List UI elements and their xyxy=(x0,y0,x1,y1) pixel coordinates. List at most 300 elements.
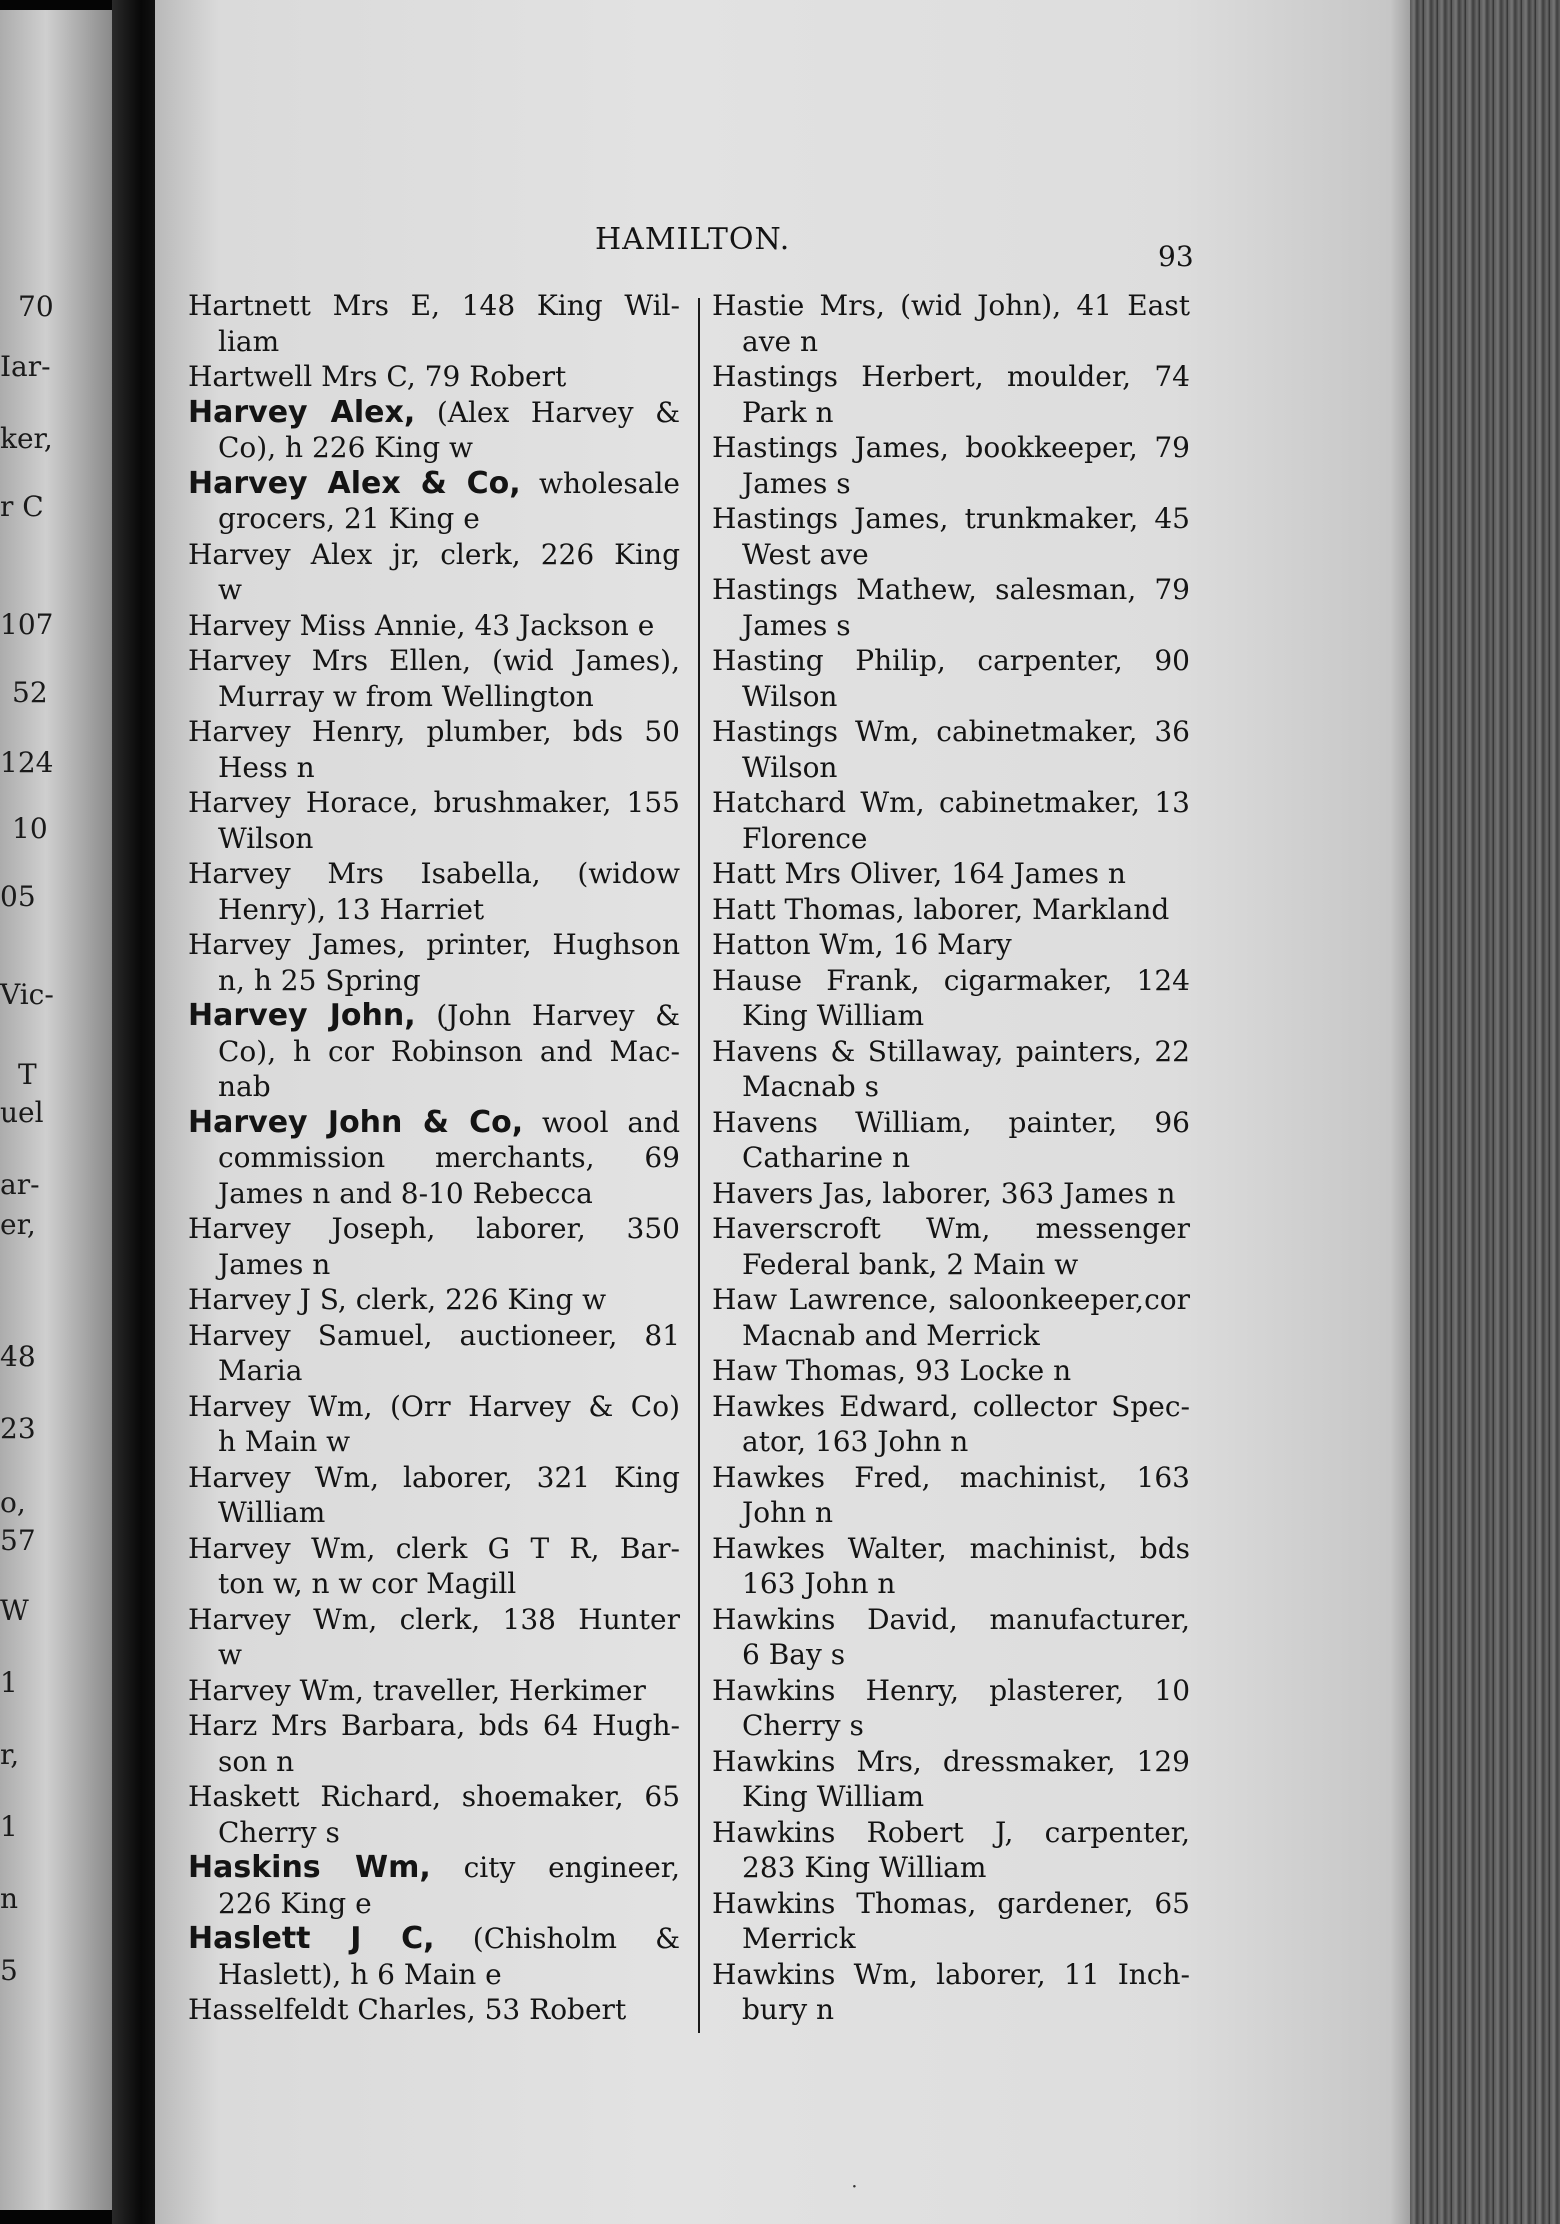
entry-first-line xyxy=(188,714,680,750)
entry-continuation-line xyxy=(712,466,1190,502)
directory-entry xyxy=(188,395,680,466)
entry-text: King William xyxy=(742,999,925,1032)
entry-continuation-line xyxy=(712,1992,1190,2028)
entry-text: Herbert, moulder, 74 xyxy=(861,360,1190,393)
entry-text: Catharine n xyxy=(742,1141,910,1174)
entry-continuation-line xyxy=(712,537,1190,573)
entry-name: Hartnett xyxy=(188,289,311,322)
directory-entry xyxy=(188,856,680,927)
entry-continuation-line xyxy=(188,1424,680,1460)
entry-text: Walter, machinist, bds xyxy=(847,1531,1190,1565)
entry-text: Wm, cabinetmaker, 36 xyxy=(855,715,1190,748)
entry-text: Wilson xyxy=(742,679,838,713)
entry-text: Murray w from Wellington xyxy=(218,679,594,713)
entry-first-line xyxy=(188,1105,680,1141)
entry-continuation-line xyxy=(712,750,1190,786)
entry-text: bury n xyxy=(742,1993,835,2026)
entry-first-line xyxy=(712,359,1190,395)
entry-text: Thomas, gardener, 65 xyxy=(856,1886,1190,1920)
entry-text: Co), h 226 King w xyxy=(218,431,473,464)
directory-entry xyxy=(188,927,680,998)
entry-first-line xyxy=(188,1850,680,1886)
directory-entry xyxy=(188,785,680,856)
entry-text: Wm, traveller, Herkimer xyxy=(299,1673,646,1707)
entry-continuation-line xyxy=(188,1815,680,1851)
directory-entry xyxy=(188,1992,680,2028)
entry-continuation-line xyxy=(188,963,680,999)
entry-text: James s xyxy=(742,466,851,500)
margin-fragment: Vic- xyxy=(0,978,54,1011)
entry-continuation-line xyxy=(188,430,680,466)
entry-text: Wilson xyxy=(742,750,838,784)
entry-name: Hatchard xyxy=(712,786,847,819)
entry-continuation-line xyxy=(712,1247,1190,1283)
entry-name: Hasselfeldt xyxy=(188,1993,349,2026)
entry-name: Hatt xyxy=(712,857,776,890)
entry-text: Hess n xyxy=(218,750,315,784)
entry-first-line xyxy=(188,1318,680,1354)
entry-text: Horace, brushmaker, 155 xyxy=(305,786,680,819)
entry-name: Haw xyxy=(712,1354,778,1387)
entry-text: Miss Annie, 43 Jackson e xyxy=(299,608,655,642)
entry-text: Alex jr, clerk, 226 King xyxy=(310,537,680,571)
entry-name: Havers xyxy=(712,1176,814,1210)
entry-text: Wm, messenger xyxy=(926,1212,1190,1245)
directory-entry xyxy=(712,1389,1190,1460)
entry-name: Hartwell xyxy=(188,360,313,393)
entry-continuation-line xyxy=(712,1424,1190,1460)
entry-name: Harvey xyxy=(188,857,291,890)
entry-first-line xyxy=(188,608,680,644)
entry-continuation-line xyxy=(188,821,680,857)
entry-text: Wm, 16 Mary xyxy=(819,928,1012,961)
directory-entry xyxy=(712,1353,1190,1389)
entry-name: Harvey xyxy=(188,1531,291,1565)
entry-text: Edward, collector Spec- xyxy=(839,1389,1191,1423)
entry-first-line xyxy=(188,643,680,679)
entry-continuation-line xyxy=(188,572,680,608)
entry-text: Lawrence, saloonkeeper,cor xyxy=(788,1283,1190,1316)
entry-text: h Main w xyxy=(218,1425,351,1458)
directory-entry xyxy=(188,608,680,644)
entry-text: ator, 163 John n xyxy=(742,1425,969,1458)
entry-text: Charles, 53 Robert xyxy=(357,1993,627,2026)
entry-text: Mrs Isabella, (widow xyxy=(327,857,680,890)
entry-text: 6 Bay s xyxy=(742,1638,846,1671)
entry-name: Harvey xyxy=(188,537,291,571)
entry-first-line xyxy=(712,1389,1190,1425)
entry-first-line xyxy=(188,856,680,892)
column-divider xyxy=(698,298,700,2033)
directory-entry xyxy=(712,359,1190,430)
entry-continuation-line xyxy=(712,1779,1190,1815)
entry-continuation-line xyxy=(712,998,1190,1034)
entry-first-line xyxy=(712,643,1190,679)
entry-text: n, h 25 Spring xyxy=(218,963,421,997)
entry-name: Harvey Alex, xyxy=(188,394,416,430)
entry-text: James, printer, Hughson xyxy=(311,928,681,961)
entry-first-line xyxy=(712,963,1190,999)
entry-text: Mrs Ellen, (wid James), xyxy=(311,644,681,677)
entry-text: Mrs E, 148 King Wil- xyxy=(332,289,681,322)
entry-text: Macnab and Merrick xyxy=(742,1318,1040,1352)
entry-first-line xyxy=(188,1992,680,2028)
directory-entry xyxy=(712,1531,1190,1602)
entry-continuation-line xyxy=(712,1850,1190,1886)
entry-first-line xyxy=(712,1353,1190,1389)
entry-name: Hastie xyxy=(712,289,805,322)
entry-first-line xyxy=(188,395,680,431)
right-column xyxy=(712,288,1190,2028)
entry-continuation-line xyxy=(188,892,680,928)
margin-fragment: ar- xyxy=(0,1168,40,1201)
entry-text: Mrs, dressmaker, 129 xyxy=(856,1744,1190,1778)
directory-entry xyxy=(712,501,1190,572)
margin-fragment: 10 xyxy=(12,812,48,845)
entry-first-line xyxy=(712,1282,1190,1318)
entry-text: King William xyxy=(742,1780,925,1813)
entry-continuation-line xyxy=(188,750,680,786)
entry-first-line xyxy=(188,359,680,395)
entry-first-line xyxy=(188,537,680,573)
entry-text: Robert J, carpenter, xyxy=(866,1815,1190,1849)
entry-continuation-line xyxy=(188,1247,680,1283)
entry-first-line xyxy=(712,1673,1190,1709)
entry-name: Hawkins xyxy=(712,1673,836,1707)
entry-first-line xyxy=(188,1921,680,1957)
entry-continuation-line xyxy=(712,679,1190,715)
entry-name: Haskett xyxy=(188,1780,300,1813)
entry-name: Harvey John & Co, xyxy=(188,1104,524,1140)
entry-name: Hawkes xyxy=(712,1531,825,1565)
entry-text: liam xyxy=(218,324,280,358)
entry-name: Hastings xyxy=(712,502,839,535)
entry-name: Hawkins xyxy=(712,1744,836,1778)
entry-name: Havens xyxy=(712,1105,818,1139)
entry-continuation-line xyxy=(188,1566,680,1602)
entry-first-line xyxy=(188,998,680,1034)
entry-text: Mrs, (wid John), 41 East xyxy=(819,289,1190,322)
entry-text: Thomas, laborer, Markland xyxy=(784,892,1170,926)
entry-text: Macnab s xyxy=(742,1070,879,1103)
entry-name: Hastings xyxy=(712,715,839,748)
entry-text: Cherry s xyxy=(742,1709,864,1742)
entry-text: Mrs C, 79 Robert xyxy=(321,360,567,393)
directory-entry xyxy=(188,1282,680,1318)
entry-name: Harz xyxy=(188,1709,258,1742)
margin-fragment: o, xyxy=(0,1486,26,1519)
directory-entry xyxy=(712,1815,1190,1886)
page-stack-edge xyxy=(1410,0,1560,2224)
entry-name: Hawkins xyxy=(712,1602,836,1636)
entry-name: Hatt xyxy=(712,892,776,926)
margin-fragment: r, xyxy=(0,1738,20,1771)
entry-text: (Chisholm & xyxy=(472,1922,680,1955)
entry-text: (John Harvey & xyxy=(436,999,681,1032)
entry-continuation-line xyxy=(188,1744,680,1780)
directory-entry xyxy=(188,359,680,395)
entry-text: Philip, carpenter, 90 xyxy=(855,644,1190,677)
entry-continuation-line xyxy=(712,1637,1190,1673)
entry-text: 163 John n xyxy=(742,1567,896,1600)
entry-first-line xyxy=(712,1460,1190,1496)
entry-first-line xyxy=(188,927,680,963)
entry-text: Thomas, 93 Locke n xyxy=(785,1354,1072,1387)
directory-entry xyxy=(188,714,680,785)
entry-text: Samuel, auctioneer, 81 xyxy=(317,1318,681,1352)
entry-continuation-line xyxy=(712,1708,1190,1744)
margin-fragment: 23 xyxy=(0,1412,36,1445)
entry-name: Harvey xyxy=(188,1602,291,1636)
entry-first-line xyxy=(188,1389,680,1425)
directory-entry xyxy=(188,1708,680,1779)
entry-text: Merrick xyxy=(742,1922,856,1955)
entry-continuation-line xyxy=(712,1069,1190,1105)
entry-name: Haslett J C, xyxy=(188,1921,435,1956)
entry-first-line xyxy=(188,1602,680,1638)
margin-fragment: n xyxy=(0,1882,19,1915)
entry-first-line xyxy=(188,466,680,502)
entry-text: w xyxy=(218,1638,242,1671)
entry-first-line xyxy=(712,501,1190,537)
entry-first-line xyxy=(712,1531,1190,1567)
entry-text: son n xyxy=(218,1744,295,1778)
entry-text: David, manufacturer, xyxy=(867,1602,1191,1636)
directory-entry xyxy=(712,1460,1190,1531)
entry-name: Hastings xyxy=(712,431,839,464)
entry-name: Hatton xyxy=(712,928,811,961)
entry-name: Harvey xyxy=(188,1460,291,1494)
margin-fragment: uel xyxy=(0,1096,44,1129)
entry-text: Federal bank, 2 Main w xyxy=(742,1247,1079,1281)
left-column xyxy=(188,288,680,2028)
margin-fragment: 57 xyxy=(0,1524,36,1557)
entry-continuation-line xyxy=(188,1495,680,1531)
entry-text: ton w, n w cor Magill xyxy=(218,1567,517,1600)
entry-first-line xyxy=(188,1282,680,1318)
margin-fragment: W xyxy=(0,1594,29,1627)
entry-continuation-line xyxy=(188,1176,680,1212)
entry-continuation-line xyxy=(188,1957,680,1993)
entry-text: Richard, shoemaker, 65 xyxy=(320,1780,681,1813)
margin-fragment: r C xyxy=(0,490,44,523)
entry-continuation-line xyxy=(188,324,680,360)
directory-entry xyxy=(188,1779,680,1850)
entry-text: James n xyxy=(218,1247,331,1281)
entry-text: James n and 8-10 Rebecca xyxy=(218,1176,593,1210)
entry-name: Hawkins xyxy=(712,1957,836,1991)
entry-first-line xyxy=(712,714,1190,750)
entry-continuation-line xyxy=(712,395,1190,431)
entry-name: Harvey xyxy=(188,786,291,819)
entry-text: West ave xyxy=(742,537,869,571)
entry-text: Haslett), h 6 Main e xyxy=(218,1957,502,1991)
entry-first-line xyxy=(712,1105,1190,1141)
entry-text: wool and xyxy=(541,1105,680,1139)
entry-name: Harvey xyxy=(188,644,291,677)
entry-text: Wm, laborer, 321 King xyxy=(314,1460,680,1494)
margin-fragment: 107 xyxy=(0,608,54,641)
entry-text: Henry, plasterer, 10 xyxy=(865,1673,1191,1707)
entry-continuation-line xyxy=(188,1069,680,1105)
entry-text: Cherry s xyxy=(218,1815,340,1849)
entry-name: Hastings xyxy=(712,573,839,606)
entry-text: nab xyxy=(218,1070,271,1103)
entry-name: Harvey xyxy=(188,1318,291,1352)
directory-entry xyxy=(188,537,680,608)
directory-entry xyxy=(712,430,1190,501)
entry-first-line xyxy=(712,856,1190,892)
entry-text: Mathew, salesman, 79 xyxy=(856,573,1190,606)
entry-first-line xyxy=(712,1957,1190,1993)
entry-name: Harvey John, xyxy=(188,998,416,1033)
entry-first-line xyxy=(188,785,680,821)
directory-entry xyxy=(188,1850,680,1921)
directory-entry xyxy=(712,927,1190,963)
directory-entry xyxy=(712,643,1190,714)
entry-text: Wilson xyxy=(218,821,314,855)
page-number: 93 xyxy=(1158,240,1194,273)
margin-fragment: 1 xyxy=(0,1666,18,1699)
entry-text: Mrs Oliver, 164 James n xyxy=(784,857,1126,890)
directory-entry xyxy=(712,1105,1190,1176)
entry-name: Harvey Alex & Co, xyxy=(188,465,521,501)
entry-text: Mrs Barbara, bds 64 Hugh- xyxy=(270,1709,680,1742)
margin-fragment: 05 xyxy=(0,880,36,913)
margin-fragment: T xyxy=(18,1058,37,1091)
entry-name: Hawkins xyxy=(712,1886,836,1920)
entry-text: w xyxy=(218,573,242,606)
entry-text: (Alex Harvey & xyxy=(436,395,680,429)
entry-first-line xyxy=(712,927,1190,963)
entry-text: Wm, cabinetmaker, 13 xyxy=(860,786,1190,819)
directory-entry xyxy=(188,1105,680,1212)
entry-first-line xyxy=(188,1708,680,1744)
entry-text: James s xyxy=(742,608,851,642)
margin-fragment: 1 xyxy=(0,1810,18,1843)
entry-text: 226 King e xyxy=(218,1886,372,1920)
entry-text: Co), h cor Robinson and Mac- xyxy=(218,1034,680,1068)
entry-text: Wm, (Orr Harvey & Co) xyxy=(308,1389,681,1423)
entry-text: Frank, cigarmaker, 124 xyxy=(826,963,1190,997)
entry-continuation-line xyxy=(188,1140,680,1176)
directory-entry xyxy=(188,998,680,1105)
entry-continuation-line xyxy=(712,1140,1190,1176)
directory-entry xyxy=(188,1921,680,1992)
entry-name: Harvey xyxy=(188,608,291,642)
page-title: HAMILTON. xyxy=(595,222,791,257)
entry-text: Jas, laborer, 363 James n xyxy=(822,1176,1176,1210)
directory-entry xyxy=(712,714,1190,785)
entry-continuation-line xyxy=(188,1637,680,1673)
directory-entry xyxy=(188,643,680,714)
directory-entry xyxy=(188,1318,680,1389)
entry-first-line xyxy=(712,1176,1190,1212)
entry-name: Hasting xyxy=(712,644,824,677)
entry-text: Maria xyxy=(218,1354,303,1387)
entry-continuation-line xyxy=(188,679,680,715)
entry-first-line xyxy=(712,288,1190,324)
entry-name: Hawkes xyxy=(712,1389,825,1423)
margin-fragment: 48 xyxy=(0,1340,36,1373)
entry-first-line xyxy=(712,572,1190,608)
directory-entry xyxy=(712,1211,1190,1282)
entry-continuation-line xyxy=(188,501,680,537)
entry-first-line xyxy=(712,1034,1190,1070)
entry-continuation-line xyxy=(712,608,1190,644)
entry-name: Havens xyxy=(712,1034,818,1068)
margin-fragment: 124 xyxy=(0,746,54,779)
entry-text: Fred, machinist, 163 xyxy=(854,1460,1190,1494)
directory-entry xyxy=(188,1602,680,1673)
entry-first-line xyxy=(188,288,680,324)
margin-fragment: 70 xyxy=(18,290,54,323)
directory-entry xyxy=(712,1602,1190,1673)
directory-entry xyxy=(712,288,1190,359)
entry-name: Haverscroft xyxy=(712,1212,881,1245)
margin-fragment: 5 xyxy=(0,1954,18,1987)
entry-first-line xyxy=(712,1602,1190,1638)
entry-continuation-line xyxy=(188,1353,680,1389)
entry-text: Henry), 13 Harriet xyxy=(218,892,485,926)
directory-entry xyxy=(188,288,680,359)
entry-name: Harvey xyxy=(188,1212,291,1245)
entry-text: James, bookkeeper, 79 xyxy=(854,431,1190,464)
entry-name: Harvey xyxy=(188,715,291,748)
directory-entry xyxy=(188,466,680,537)
entry-text: James, trunkmaker, 45 xyxy=(854,502,1190,535)
entry-name: Hastings xyxy=(712,360,839,393)
entry-first-line xyxy=(188,1211,680,1247)
entry-continuation-line xyxy=(712,1566,1190,1602)
directory-entry xyxy=(188,1673,680,1709)
margin-fragment: 52 xyxy=(12,676,48,709)
entry-text: Florence xyxy=(742,821,868,855)
entry-first-line xyxy=(712,785,1190,821)
entry-continuation-line xyxy=(712,1921,1190,1957)
entry-name: Harvey xyxy=(188,1283,291,1316)
entry-text: Wm, clerk G T R, Bar- xyxy=(311,1531,681,1565)
directory-entry xyxy=(188,1389,680,1460)
entry-text: William xyxy=(218,1496,326,1529)
entry-name: Hawkins xyxy=(712,1815,836,1849)
entry-name: Hause xyxy=(712,963,803,997)
directory-entry xyxy=(188,1531,680,1602)
entry-continuation-line xyxy=(188,1886,680,1922)
directory-entry xyxy=(712,1282,1190,1353)
entry-text: Wm, laborer, 11 Inch- xyxy=(853,1957,1190,1991)
directory-entry xyxy=(712,1957,1190,2028)
entry-name: Harvey xyxy=(188,1389,291,1423)
entry-continuation-line xyxy=(712,1495,1190,1531)
entry-name: Haw xyxy=(712,1283,778,1316)
directory-entry xyxy=(712,1744,1190,1815)
entry-first-line xyxy=(712,1815,1190,1851)
directory-entry xyxy=(188,1460,680,1531)
directory-entry xyxy=(712,856,1190,892)
entry-text: William, painter, 96 xyxy=(855,1105,1190,1139)
entry-name: Haskins Wm, xyxy=(188,1850,431,1885)
entry-continuation-line xyxy=(712,1318,1190,1354)
entry-continuation-line xyxy=(188,1034,680,1070)
directory-entry xyxy=(712,572,1190,643)
margin-fragment: ker, xyxy=(0,422,53,455)
entry-text: Joseph, laborer, 350 xyxy=(331,1212,680,1245)
directory-entry xyxy=(712,892,1190,928)
entry-first-line xyxy=(712,892,1190,928)
entry-first-line xyxy=(188,1460,680,1496)
entry-first-line xyxy=(712,1886,1190,1922)
